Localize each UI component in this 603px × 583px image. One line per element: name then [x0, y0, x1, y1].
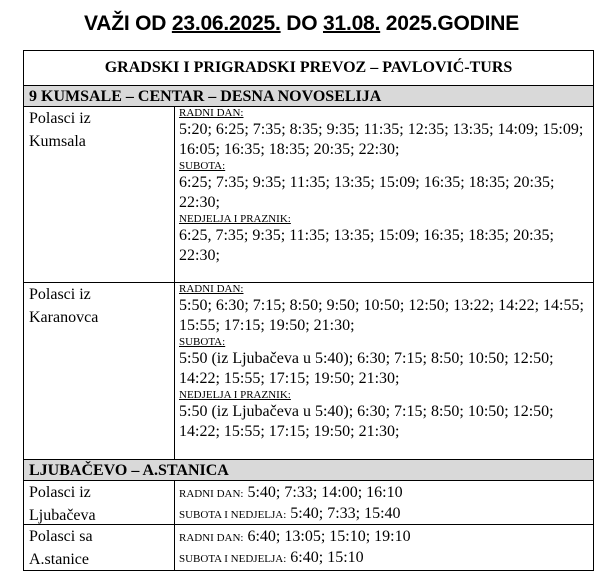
departure-times: 5:50 (iz Ljubačeva u 5:40); 6:30; 7:15; 8:50; 10:50; 12:50; 14:22; 15:55; 17:15; 19:50; 21:30;: [179, 403, 554, 440]
row-times: [175, 283, 593, 459]
schedule-line: [179, 504, 593, 525]
row-label: [24, 283, 175, 459]
schedule-line: [179, 483, 593, 504]
row-label-line2: A.stanice: [29, 551, 89, 568]
header-suffix: 2025.GODINE: [380, 12, 519, 35]
departure-times: 6:25; 7:35; 9:35; 11:35; 13:35; 15:09; 16:35; 18:35; 20:35; 22:30;: [179, 174, 555, 211]
schedule-line: [179, 548, 593, 569]
departure-times: 5:20; 6:25; 7:35; 8:35; 9:35; 11:35; 12:35; 13:35; 14:09; 15:09; 16:05; 16:35; 18:35; 20:35; 22:30;: [179, 121, 584, 158]
header-date-from: 23.06.2025.: [171, 12, 281, 35]
row-times: [175, 525, 593, 570]
category-label: NEDJELJA I PRAZNIK:: [179, 213, 291, 225]
departure-times: 6:40; 15:10: [286, 549, 364, 566]
row-label-line2: Karanovca: [29, 309, 99, 326]
row-label: [24, 481, 175, 524]
row-label-line1: Polasci sa: [29, 528, 93, 545]
timetable: [23, 50, 594, 571]
departure-times: 5:40; 7:33; 15:40: [286, 505, 401, 522]
row-times: [175, 481, 593, 524]
header-prefix: VAŽI OD: [84, 12, 172, 35]
category-label: NEDJELJA I PRAZNIK:: [179, 389, 291, 401]
timetable-row-kumsala: [24, 107, 593, 283]
departure-times: 5:40; 7:33; 14:00; 16:10: [243, 484, 403, 501]
validity-header: [84, 12, 603, 36]
row-label-line2: Ljubačeva: [29, 507, 96, 524]
departure-times: 5:50; 6:30; 7:15; 8:50; 9:50; 10:50; 12:50; 13:22; 14:22; 14:55; 15:55; 17:15; 19:50; 21:30;: [179, 297, 584, 334]
category-label: SUBOTA I NEDJELJA:: [179, 509, 287, 521]
row-label: [24, 525, 175, 570]
header-middle: DO: [280, 12, 323, 35]
category-label: RADNI DAN:: [179, 488, 244, 500]
category-label: SUBOTA:: [179, 336, 226, 348]
row-label-line1: Polasci iz: [29, 110, 91, 127]
schedule-line: [179, 527, 593, 548]
section-heading-kumsale: 9 KUMSALE – CENTAR – DESNA NOVOSELIJA: [24, 86, 593, 107]
departure-times: 6:25, 7:35; 9:35; 11:35; 13:35; 15:09; 16:35; 18:35; 20:35; 22:30;: [179, 227, 554, 264]
category-label: RADNI DAN:: [179, 283, 244, 295]
row-label: [24, 107, 175, 282]
header-date-to: 31.08.: [322, 12, 381, 35]
category-label: RADNI DAN:: [179, 532, 244, 544]
section-heading-ljubacevo: LJUBAČEVO – A.STANICA: [24, 460, 593, 481]
category-label: SUBOTA I NEDJELJA:: [179, 553, 287, 565]
timetable-title: GRADSKI I PRIGRADSKI PREVOZ – PAVLOVIĆ-TURS: [24, 51, 593, 86]
timetable-row-karanovca: [24, 283, 593, 460]
departure-times: 6:40; 13:05; 15:10; 19:10: [243, 528, 411, 545]
row-label-line2: Kumsala: [29, 133, 86, 150]
timetable-row-ljubaceva: [24, 481, 593, 525]
departure-times: 5:50 (iz Ljubačeva u 5:40); 6:30; 7:15; 8:50; 10:50; 12:50; 14:22; 15:55; 17:15; 19:50; 21:30;: [179, 350, 554, 387]
category-label: RADNI DAN:: [179, 107, 244, 119]
category-label: SUBOTA:: [179, 160, 226, 172]
row-label-line1: Polasci iz: [29, 484, 91, 501]
row-label-line1: Polasci iz: [29, 286, 91, 303]
row-times: [175, 107, 593, 282]
timetable-row-astanice: [24, 525, 593, 570]
